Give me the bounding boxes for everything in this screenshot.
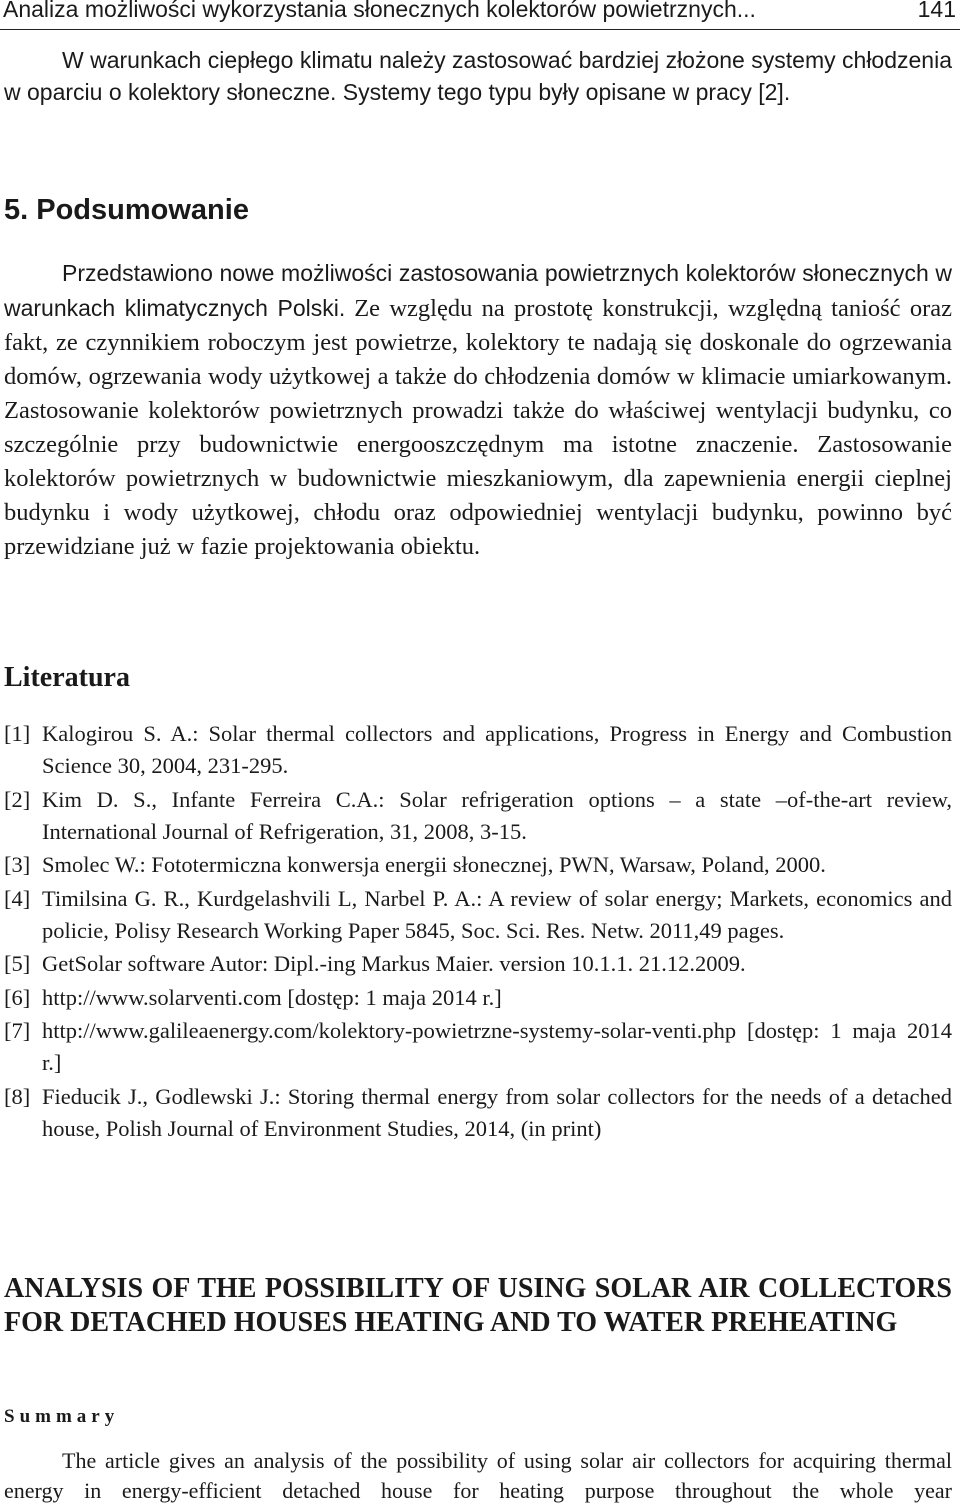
page-number: 141 [917, 0, 956, 22]
reference-item [4, 784, 952, 848]
literature-heading: Literatura [4, 662, 130, 693]
reference-number: [7] [4, 1018, 31, 1043]
intro-paragraph: W warunkach ciepłego klimatu należy zastosować bardziej złożone systemy chłodzenia w oparciu o kolektory słoneczne. Systemy tego typu były opisane w pracy [2]. [4, 47, 952, 105]
reference-number: [6] [4, 984, 31, 1010]
english-title: ANALYSIS OF THE POSSIBILITY OF USING SOLAR AIR COLLECTORS FOR DETACHED HOUSES HEATING AND TO WATER PREHEATING [4, 1273, 952, 1338]
reference-text: Fieducik J., Godlewski J.: Storing thermal energy from solar collectors for the needs of a detached house, Polish Journal of Environment Studies, 2014, (in print) [42, 1083, 952, 1141]
reference-number: [3] [4, 852, 31, 877]
section-heading-summary: 5. Podsumowanie [4, 194, 249, 226]
reference-text: Smolec W.: Fototermiczna konwersja energii słonecznej, PWN, Warsaw, Poland, 2000. [42, 852, 826, 877]
reference-item [4, 718, 952, 782]
running-title: Analiza możliwości wykorzystania słonecznych kolektorów powietrznych... [3, 0, 756, 22]
reference-link-text: http://www.galileaenergy.com/kolektory-powietrzne-systemy-solar-venti.php [dostęp: 1 maja 2014 r.] [42, 1018, 952, 1075]
abstract-text: The article gives an analysis of the possibility of using solar air collectors for acquiring thermal energy in energy-efficient detached house for heating purpose throughout the whole year [4, 1448, 952, 1503]
reference-item [4, 849, 952, 881]
summary-label: Summary [4, 1406, 120, 1427]
summary-paragraph [4, 256, 952, 564]
reference-item [4, 1015, 952, 1079]
reference-number: [2] [4, 786, 31, 812]
reference-item [4, 883, 952, 947]
reference-number: [8] [4, 1083, 31, 1109]
reference-item [4, 982, 952, 1014]
page-header [0, 0, 960, 30]
reference-link-text: http://www.solarventi.com [dostęp: 1 maja 2014 r.] [42, 984, 502, 1010]
summary-paragraph-part2: Ze względu na prostotę konstrukcji, względną taniość oraz fakt, ze czynnikiem roboczym jest powietrze, kolektory te nadają się doskonale do ogrzewania domów, ogrzewania wody użytkowej a także do chłodzenia domów w klimacie umiarkowanym. Zastosowanie kolektorów powietrznych prowadzi także do właściwej wentylacji budynku, co szczególnie przy budownictwie energooszczędnym ma istotne znaczenie. Zastosowanie kolektorów powietrznych w budownictwie mieszkaniowym, dla zapewnienia energii cieplnej budynku i wody użytkowej, chłodu oraz odpowiedniej wentylacji budynku, powinno być przewidziane już w fazie projektowania obiektu. [4, 295, 952, 560]
reference-number: [4] [4, 885, 31, 911]
reference-text: Timilsina G. R., Kurdgelashvili L, Narbel P. A.: A review of solar energy; Markets, economics and policie, Polisy Research Working Paper 5845, Soc. Sci. Res. Netw. 2011,49 pages. [42, 885, 952, 943]
reference-item [4, 948, 952, 980]
reference-text: Kim D. S., Infante Ferreira C.A.: Solar refrigeration options – a state –of-the-art review, International Journal of Refrigeration, 31, 2008, 3-15. [42, 786, 952, 844]
reference-list [4, 718, 952, 1146]
reference-number: [5] [4, 951, 31, 976]
reference-text: GetSolar software Autor: Dipl.-ing Markus Maier. version 10.1.1. 21.12.2009. [42, 951, 746, 976]
reference-text: Kalogirou S. A.: Solar thermal collectors and applications, Progress in Energy and Combustion Science 30, 2004, 231-295. [42, 721, 952, 778]
reference-number: [1] [4, 721, 31, 746]
reference-item [4, 1081, 952, 1145]
summary-paragraph-part1: Przedstawiono nowe możliwości zastosowania powietrznych kolektorów słonecznych w warunkach klimatycznych Polski. [4, 260, 952, 321]
